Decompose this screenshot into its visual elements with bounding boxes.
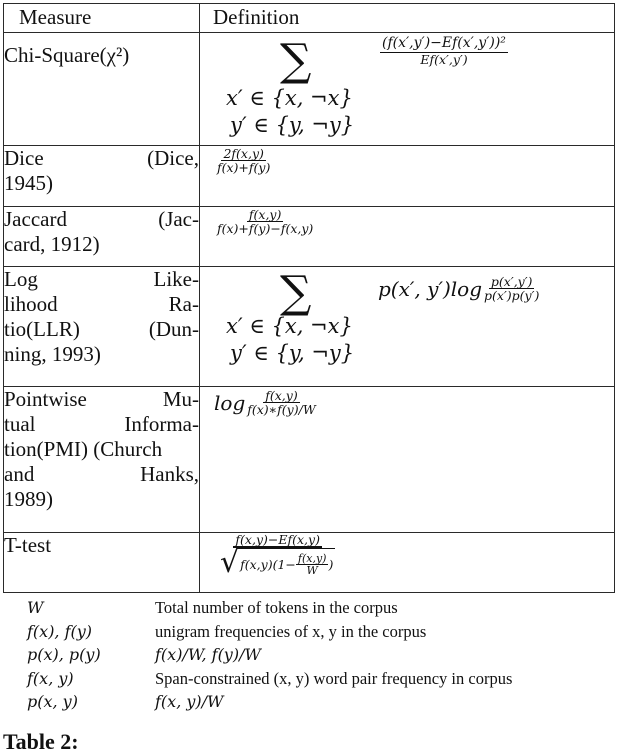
pmi-prefix: log: [214, 390, 246, 415]
measure-line: Jaccard (Jac-: [4, 207, 199, 231]
jaccard-fraction: [215, 208, 315, 236]
legend-description: f(x)/W, f(y)/W: [155, 645, 261, 664]
measure-cell: [4, 533, 200, 593]
fraction-numerator: 2f(x,y): [223, 146, 264, 161]
legend-symbol: W: [27, 598, 44, 617]
sum-condition-x: x′ ∈ {x, ¬x}: [226, 314, 353, 338]
legend-symbol: f(x), f(y): [27, 621, 93, 641]
fraction-denominator: p(x′)p(y′): [484, 288, 540, 303]
definition-cell: [200, 267, 615, 387]
table-caption: Table 2:: [3, 729, 79, 754]
table-header-row: [4, 4, 615, 33]
chi-square-fraction: [380, 35, 508, 67]
measure-cell: [4, 207, 200, 267]
sqrt-expression: [220, 545, 335, 580]
sum-condition-y: y′ ∈ {y, ¬y}: [230, 341, 355, 365]
measure-line: tual Informa-: [4, 412, 199, 436]
sum-condition-x: x′ ∈ {x, ¬x}: [226, 86, 353, 110]
measure-line: ning, 1993): [4, 342, 101, 366]
table-row-chi-square: [4, 33, 615, 146]
definition-cell: [200, 533, 615, 593]
measure-line: tion(PMI) (Church: [4, 437, 163, 461]
table-row-t-test: [4, 533, 615, 593]
measure-line: 1945): [4, 171, 53, 195]
sum-condition-y: y′ ∈ {y, ¬y}: [230, 113, 355, 137]
legend-row: [27, 690, 512, 714]
sum-symbol: ∑: [280, 35, 312, 86]
legend-symbol: p(x, y): [27, 692, 78, 711]
inner-denominator: W: [306, 564, 318, 577]
measure-line: Log Like-: [4, 267, 199, 291]
notation-legend: [27, 596, 512, 714]
fraction-denominator: f(x)∗f(y)/W: [247, 402, 316, 417]
definition-cell: [200, 33, 615, 146]
measure-name: Chi-Square(χ²): [4, 43, 130, 67]
measure-line: and Hanks,: [4, 462, 199, 486]
fraction-denominator: f(x)+f(y)−f(x,y): [217, 221, 314, 236]
llr-fraction: [482, 275, 541, 303]
sum-symbol: ∑: [280, 267, 312, 318]
association-measures-table: [3, 3, 615, 593]
sqrt-radicand: [238, 548, 335, 578]
legend-symbol: p(x), p(y): [27, 645, 101, 664]
header-measure: Measure: [4, 4, 200, 33]
llr-expression: [378, 275, 541, 303]
pmi-expression: [214, 389, 318, 417]
legend-row: [27, 667, 512, 691]
definition-cell: [200, 146, 615, 207]
llr-prefix: p(x′, y′)log: [378, 276, 483, 301]
legend-row: [27, 620, 512, 644]
measure-cell: [4, 33, 200, 146]
legend-row: [27, 596, 512, 620]
definition-cell: [200, 387, 615, 533]
radicand-prefix: f(x,y)(1−: [240, 556, 296, 572]
table-row-pmi: [4, 387, 615, 533]
measure-line: Pointwise Mu-: [4, 387, 199, 411]
legend-symbol: f(x, y): [27, 668, 74, 688]
pmi-fraction: [245, 389, 317, 417]
definition-cell: [200, 207, 615, 267]
fraction-denominator: [218, 545, 337, 580]
dice-fraction: [215, 147, 272, 175]
measure-line: Dice (Dice,: [4, 146, 199, 170]
fraction-numerator: p(x′,y′): [490, 274, 533, 289]
table-row-jaccard: [4, 207, 615, 267]
measure-line: 1989): [4, 487, 53, 511]
legend-description: f(x, y)/W: [155, 692, 224, 711]
measure-line: card, 1912): [4, 232, 100, 256]
measure-cell: [4, 387, 200, 533]
inner-fraction: [296, 553, 329, 576]
table-row-llr: [4, 267, 615, 387]
measure-cell: [4, 267, 200, 387]
table-row-dice: [4, 146, 615, 207]
radicand-suffix: ): [328, 556, 334, 572]
fraction-numerator: f(x,y): [265, 388, 298, 403]
legend-description: unigram frequencies of x, y in the corpus: [155, 621, 427, 641]
header-definition: Definition: [200, 4, 615, 33]
fraction-denominator: Ef(x′,y′): [420, 52, 468, 67]
fraction-numerator: (f(x′,y′)−Ef(x′,y′))²: [382, 35, 506, 51]
inner-numerator: f(x,y): [297, 552, 327, 565]
t-test-fraction: [218, 533, 337, 578]
legend-description: Span-constrained (x, y) word pair frequency in corpus: [155, 668, 513, 688]
measure-line: tio(LLR) (Dun-: [4, 317, 199, 341]
legend-row: [27, 643, 512, 667]
fraction-denominator: f(x)+f(y): [217, 160, 271, 175]
radical-symbol: √: [220, 545, 240, 580]
measure-line: lihood Ra-: [4, 292, 199, 316]
measure-cell: [4, 146, 200, 207]
measure-name: T-test: [4, 533, 52, 557]
fraction-numerator: f(x,y): [248, 207, 282, 222]
legend-description: Total number of tokens in the corpus: [155, 598, 398, 617]
fraction-numerator: f(x,y)−Ef(x,y): [235, 532, 320, 547]
